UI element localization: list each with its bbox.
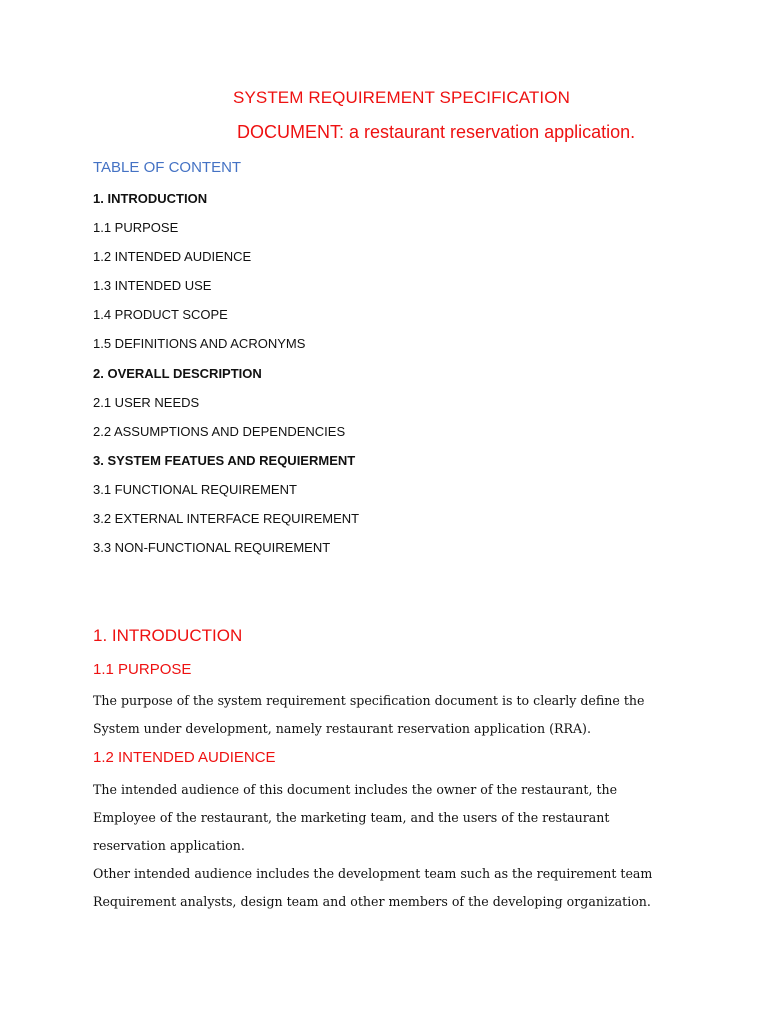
paragraph-line: Employee of the restaurant, the marketing team, and the users of the restaurant [93, 810, 610, 825]
toc-item: 1. INTRODUCTION [93, 191, 208, 206]
paragraph-line: The intended audience of this document includes the owner of the restaurant, the [93, 782, 618, 797]
toc-item: 3.2 EXTERNAL INTERFACE REQUIREMENT [93, 511, 360, 527]
paragraph-line: Other intended audience includes the development team such as the requirement team [93, 866, 653, 881]
section-heading-introduction: 1. INTRODUCTION [93, 626, 243, 645]
paragraph-line: Requirement analysts, design team and other members of the developing organization. [93, 894, 651, 909]
toc-item: 1.1 PURPOSE [93, 220, 179, 236]
toc-item: 3.3 NON-FUNCTIONAL REQUIREMENT [93, 540, 331, 556]
toc-item: 3. SYSTEM FEATUES AND REQUIERMENT [93, 452, 356, 468]
toc-item: 2.2 ASSUMPTIONS AND DEPENDENCIES [93, 423, 346, 439]
paragraph-line: System under development, namely restaurant reservation application (RRA). [93, 721, 591, 736]
toc-item: 1.5 DEFINITIONS AND ACRONYMS [93, 336, 306, 352]
toc-item: 1.4 PRODUCT SCOPE [93, 307, 228, 323]
paragraph-line: The purpose of the system requirement specification document is to clearly define the [93, 693, 645, 708]
paragraph-line: reservation application. [93, 838, 245, 853]
audience-paragraph [93, 781, 652, 921]
document-title: SYSTEM REQUIREMENT SPECIFICATION [233, 88, 570, 107]
toc-item: 3.1 FUNCTIONAL REQUIREMENT [93, 481, 297, 497]
toc-heading: TABLE OF CONTENT [93, 159, 242, 176]
subsection-heading-intended-audience: 1.2 INTENDED AUDIENCE [93, 749, 276, 766]
subsection-heading-purpose: 1.1 PURPOSE [93, 661, 192, 678]
toc-item: 1.2 INTENDED AUDIENCE [93, 249, 252, 265]
toc-item: 2.1 USER NEEDS [93, 394, 200, 410]
purpose-paragraph [93, 692, 644, 748]
table-of-contents [93, 190, 359, 568]
toc-item: 1.3 INTENDED USE [93, 278, 212, 294]
toc-item: 2. OVERALL DESCRIPTION [93, 365, 262, 381]
document-subtitle: DOCUMENT: a restaurant reservation application. [237, 122, 636, 142]
